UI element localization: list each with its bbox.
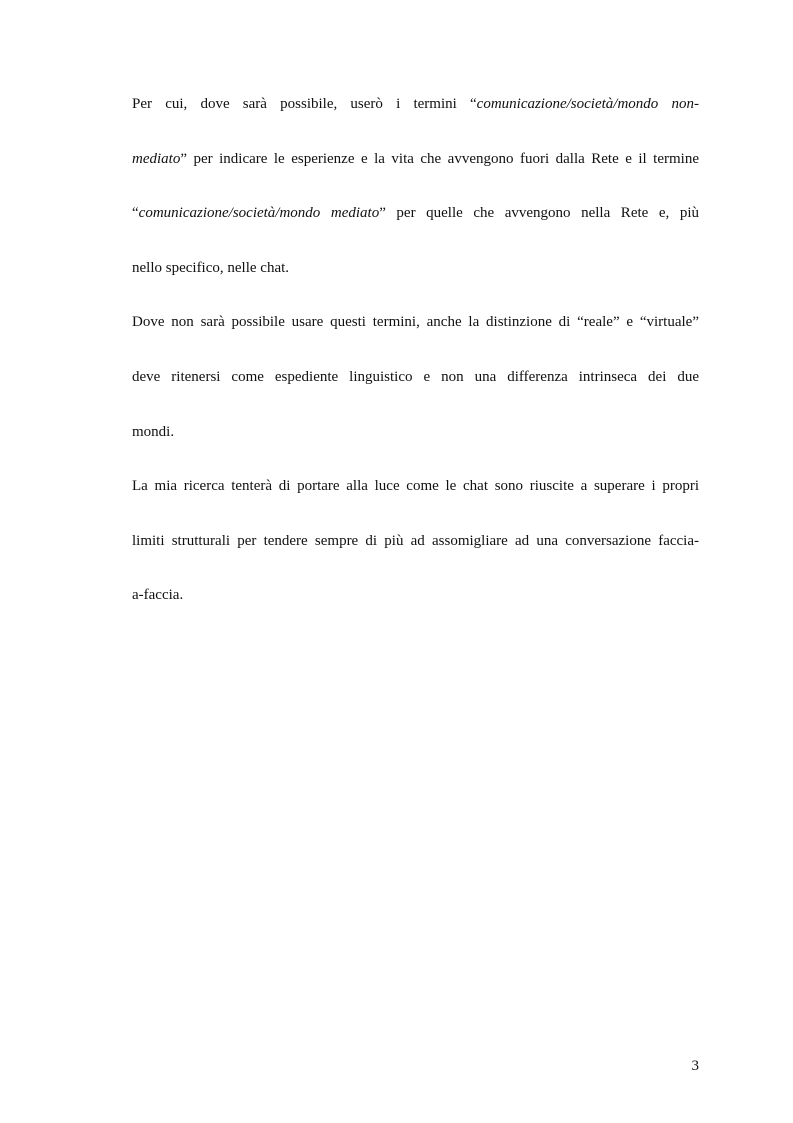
line-spacing [132,337,699,364]
italic-term: comunicazione/società/mondo non- [476,96,699,112]
text-line [132,146,699,173]
line-spacing [132,227,699,254]
text-run: ” per indicare le esperienze e la vita che avvengono fuori dalla Rete e il termine [180,150,699,167]
line-spacing [132,282,699,309]
text-run: ” per quelle che avvengono nella Rete e, più [379,205,699,222]
text-line: limiti strutturali per tendere sempre di più ad assomigliare ad una conversazione faccia- [132,532,699,549]
text-line: deve ritenersi come espediente linguistico e non una differenza intrinseca dei due [132,368,699,385]
paragraph-3 [132,473,699,609]
italic-term: comunicazione/società/mondo mediato [138,205,380,222]
line-spacing [132,446,699,473]
text-line [132,255,699,282]
paragraph-2 [132,309,699,473]
text-run: nello specifico, nelle chat. [132,259,290,276]
text-line [132,91,699,118]
line-spacing [132,555,699,582]
line-spacing [132,391,699,418]
text-line: Dove non sarà possibile usare questi termini, anche la distinzione di “reale” e “virtuale” [132,314,699,331]
page-number: 3 [691,1058,699,1074]
text-run: Per cui, dove sarà possibile, userò i termini “ [132,96,477,112]
body-text [132,91,699,610]
text-run: “ [132,205,139,222]
line-spacing [132,118,699,145]
italic-term: mediato [132,150,181,167]
paragraph-1 [132,91,699,309]
line-spacing [132,500,699,527]
text-line: mondi. [132,423,175,440]
text-line [132,200,699,227]
line-spacing [132,173,699,200]
text-line: La mia ricerca tenterà di portare alla luce come le chat sono riuscite a superare i propri [132,478,699,495]
text-line: a-faccia. [132,587,184,604]
